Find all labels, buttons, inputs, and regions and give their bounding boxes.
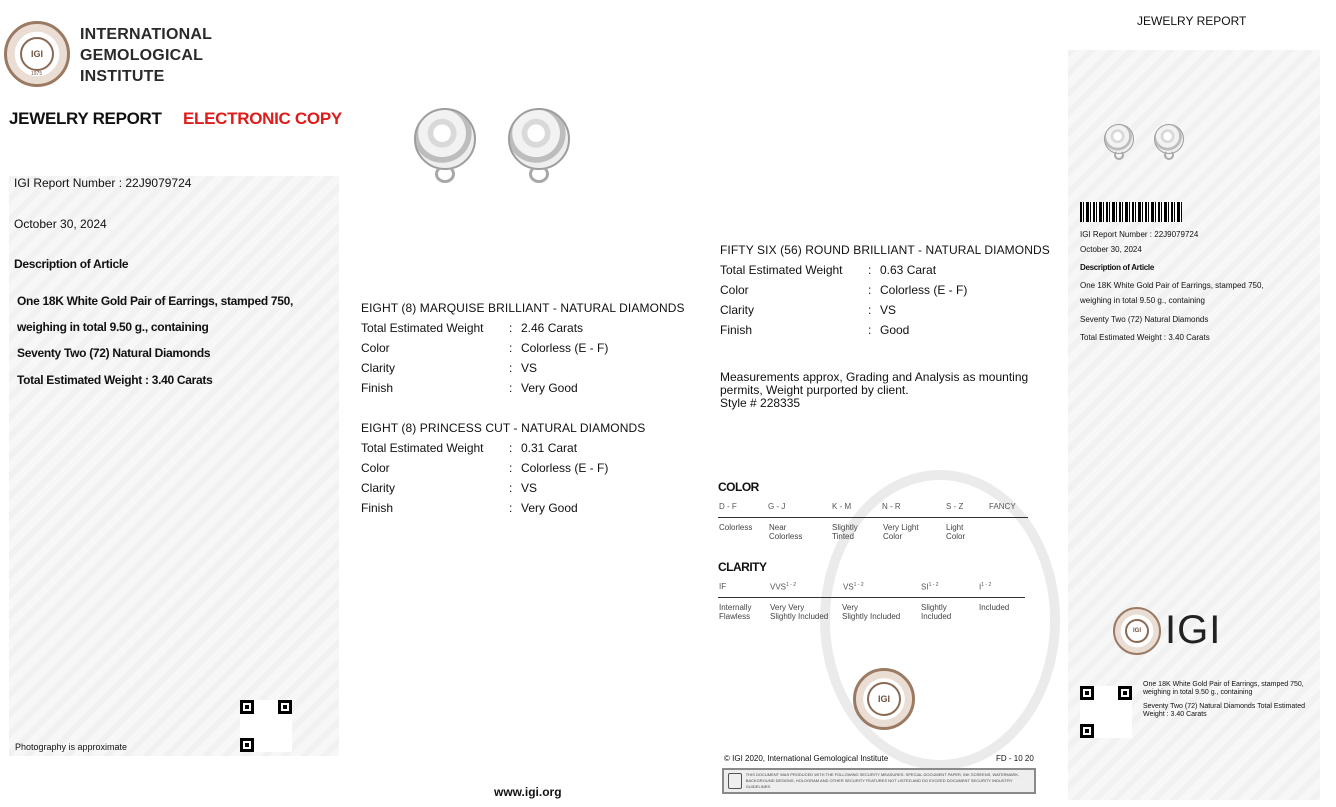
color-desc-line: Colorless	[769, 532, 803, 541]
clarity-desc-line: Very Very	[770, 603, 805, 612]
qr-finder	[1118, 686, 1132, 700]
row-value: VS	[880, 303, 897, 317]
earring-right-hook	[529, 165, 549, 183]
report-date: October 30, 2024	[14, 217, 107, 231]
right-description-line-4: Total Estimated Weight : 3.40 Carats	[1080, 333, 1210, 342]
barcode	[1080, 202, 1182, 222]
center-seal-inner	[867, 682, 901, 716]
comments-line-2: permits, Weight purported by client.	[720, 383, 909, 397]
color-desc-line: Near	[769, 523, 787, 532]
row-label: Color	[361, 461, 390, 475]
right-description-heading: Description of Article	[1080, 263, 1155, 272]
row-finish	[361, 378, 701, 398]
row-value: Colorless (E - F)	[521, 341, 609, 355]
row-value: 0.63 Carat	[880, 263, 937, 277]
clarity-code-sup: 1 - 2	[853, 582, 864, 588]
row-colon: :	[868, 263, 872, 277]
clarity-code	[770, 582, 796, 592]
right-summary-line-1: One 18K White Gold Pair of Earrings, stamped 750,	[1143, 681, 1304, 688]
color-desc	[883, 523, 919, 541]
security-text-line-2: BACKGROUND DESIGNS, HOLOGRAM AND OTHER SECURITY FEATURES NOT LISTED AND DO EXCEED DOCUMENT SECURITY INDUSTRY GUIDELINES.	[745, 778, 1013, 789]
color-desc-line: Colorless	[719, 523, 753, 532]
row-value: Colorless (E - F)	[880, 283, 968, 297]
section-marquise	[361, 301, 701, 398]
color-desc-line: Color	[946, 532, 966, 541]
row-value: VS	[521, 361, 538, 375]
right-seal-inner	[1125, 619, 1149, 643]
clarity-desc	[770, 603, 828, 621]
color-code: D - F	[719, 502, 737, 511]
right-qr-pattern	[1080, 686, 1132, 738]
qr-finder	[240, 738, 254, 752]
clarity-desc-line: Slightly Included	[770, 612, 829, 621]
clarity-desc	[719, 603, 751, 621]
clarity-code-text: VS	[843, 582, 854, 592]
clarity-code	[921, 582, 939, 592]
qr-finder	[1080, 724, 1094, 738]
comments	[720, 371, 1028, 410]
clarity-desc	[842, 603, 900, 621]
row-label: Total Estimated Weight	[720, 263, 843, 277]
right-report-title: JEWELRY REPORT	[1137, 14, 1247, 28]
row-clarity	[361, 478, 701, 498]
row-label: Finish	[361, 381, 394, 395]
row-colon: :	[509, 341, 513, 355]
right-summary	[1143, 681, 1313, 719]
color-scale	[718, 480, 1028, 545]
row-value: Colorless (E - F)	[521, 461, 609, 475]
row-label: Clarity	[361, 361, 396, 375]
row-clarity	[720, 300, 1060, 320]
row-colon: :	[868, 323, 872, 337]
right-earring-left-hook	[1114, 150, 1124, 160]
lock-icon	[728, 773, 742, 789]
section-marquise-title: EIGHT (8) MARQUISE BRILLIANT - NATURAL DIAMONDS	[361, 301, 685, 315]
electronic-copy-label: ELECTRONIC COPY	[183, 109, 342, 128]
seal-text: IGI	[30, 49, 43, 59]
qr-finder	[1080, 686, 1094, 700]
comments-line-1: Measurements approx, Grading and Analysis as mounting	[720, 370, 1029, 384]
website-link[interactable]: www.igi.org	[494, 785, 562, 799]
row-weight	[361, 438, 701, 458]
description-line-4: Total Estimated Weight : 3.40 Carats	[17, 373, 213, 387]
right-igi-seal	[1113, 607, 1161, 655]
row-weight	[720, 260, 1060, 280]
row-label: Clarity	[720, 303, 755, 317]
row-label: Color	[361, 341, 390, 355]
center-igi-seal	[853, 668, 915, 730]
row-value: Very Good	[521, 501, 578, 515]
clarity-scale-rule	[718, 597, 1025, 598]
row-colon: :	[509, 481, 513, 495]
color-desc-line: Light	[946, 523, 964, 532]
right-report-number: IGI Report Number : 22J9079724	[1080, 230, 1199, 239]
color-desc-line: Very Light	[883, 523, 919, 532]
color-desc	[946, 523, 965, 541]
color-desc-line: Color	[883, 532, 903, 541]
color-desc-line: Slightly	[832, 523, 858, 532]
right-qr-code	[1080, 686, 1132, 738]
clarity-desc-line: Included	[979, 603, 1010, 612]
clarity-code-text: SI	[921, 582, 929, 592]
row-value: Very Good	[521, 381, 578, 395]
row-label: Total Estimated Weight	[361, 321, 484, 335]
color-scale-title: COLOR	[718, 480, 759, 494]
row-label: Total Estimated Weight	[361, 441, 484, 455]
row-colon: :	[509, 361, 513, 375]
right-description-line-3: Seventy Two (72) Natural Diamonds	[1080, 315, 1209, 324]
color-desc	[832, 523, 858, 541]
clarity-desc-line: Very	[842, 603, 859, 612]
description-line-1: One 18K White Gold Pair of Earrings, stamped 750,	[17, 294, 294, 308]
color-code: FANCY	[989, 502, 1016, 511]
row-colon: :	[509, 381, 513, 395]
row-colon: :	[509, 461, 513, 475]
description-line-3: Seventy Two (72) Natural Diamonds	[17, 346, 211, 360]
clarity-desc	[979, 603, 1009, 612]
igi-seal-logo	[4, 21, 70, 87]
clarity-code-sup: 1 - 2	[928, 582, 939, 588]
right-earrings-photo	[1100, 124, 1190, 168]
clarity-desc-line: Internally	[719, 603, 752, 612]
row-value: Good	[880, 323, 910, 337]
earrings-photo	[410, 105, 570, 185]
earring-right	[508, 108, 570, 170]
section-princess-title: EIGHT (8) PRINCESS CUT - NATURAL DIAMONDS	[361, 421, 646, 435]
clarity-code-sup: 1 - 2	[786, 582, 797, 588]
clarity-code-text: IF	[719, 582, 727, 591]
seal-year: 1975	[31, 71, 43, 77]
color-code: G - J	[768, 502, 786, 511]
photography-note: Photography is approximate	[15, 742, 128, 752]
right-report-date: October 30, 2024	[1080, 245, 1142, 254]
institute-name-line-3: INSTITUTE	[80, 68, 165, 85]
clarity-desc-line: Slightly Included	[842, 612, 901, 621]
row-colon: :	[868, 303, 872, 317]
right-earring-right-hook	[1164, 150, 1174, 160]
form-code: FD - 10 20	[996, 754, 1034, 763]
row-colon: :	[509, 441, 513, 455]
section-princess	[361, 421, 701, 518]
earring-left	[414, 108, 476, 170]
right-summary-line-4: Weight : 3.40 Carats	[1143, 711, 1207, 718]
seal-inner	[20, 37, 54, 71]
report-title: JEWELRY REPORT	[9, 109, 162, 128]
row-value: 2.46 Carats	[521, 321, 584, 335]
color-desc-line: Tinted	[832, 532, 854, 541]
row-label: Clarity	[361, 481, 396, 495]
right-seal-text: IGI	[1132, 628, 1141, 634]
row-finish	[720, 320, 1060, 340]
row-colon: :	[868, 283, 872, 297]
color-code: S - Z	[946, 502, 964, 511]
color-desc	[769, 523, 802, 541]
row-value: 0.31 Carat	[521, 441, 578, 455]
row-color	[720, 280, 1060, 300]
row-color	[361, 338, 701, 358]
clarity-code-sup: 1 - 2	[981, 582, 992, 588]
row-color	[361, 458, 701, 478]
description-line-2: weighing in total 9.50 g., containing	[17, 320, 209, 334]
style-number: Style # 228335	[720, 396, 801, 410]
clarity-code	[719, 582, 726, 591]
qr-finder	[278, 700, 292, 714]
qr-pattern	[240, 700, 292, 752]
row-label: Finish	[720, 323, 753, 337]
security-strip	[722, 768, 1036, 794]
clarity-code	[979, 582, 991, 592]
clarity-scale	[718, 560, 1028, 625]
clarity-code	[843, 582, 864, 592]
right-description-line-1: One 18K White Gold Pair of Earrings, stamped 750,	[1080, 281, 1264, 290]
row-value: VS	[521, 481, 538, 495]
row-colon: :	[509, 321, 513, 335]
color-code: K - M	[832, 502, 852, 511]
row-clarity	[361, 358, 701, 378]
security-text-line-1: THIS DOCUMENT WAS PRODUCED WITH THE FOLLOWING SECURITY MEASURES: SPECIAL DOCUMENT PAPER, INK SCREENS, WATERMARK,	[745, 772, 1020, 777]
right-summary-line-2: weighing in total 9.50 g., containing	[1143, 689, 1253, 696]
clarity-scale-title: CLARITY	[718, 560, 767, 574]
color-scale-rule	[718, 517, 1028, 518]
row-label: Finish	[361, 501, 394, 515]
row-colon: :	[509, 501, 513, 515]
color-desc	[719, 523, 752, 532]
institute-name-line-1: INTERNATIONAL	[80, 26, 213, 43]
clarity-desc-line: Slightly	[921, 603, 947, 612]
clarity-desc-line: Included	[921, 612, 952, 621]
copyright: © IGI 2020, International Gemological Institute	[724, 754, 889, 763]
section-round	[720, 243, 1060, 340]
row-weight	[361, 318, 701, 338]
earring-left-hook	[435, 165, 455, 183]
clarity-code-text: VVS	[770, 582, 787, 592]
clarity-code-text: I	[979, 582, 982, 592]
row-finish	[361, 498, 701, 518]
right-summary-line-3: Seventy Two (72) Natural Diamonds Total Estimated	[1143, 703, 1305, 710]
color-code: N - R	[882, 502, 901, 511]
description-heading: Description of Article	[14, 257, 129, 271]
right-igi-brand: IGI	[1165, 608, 1222, 652]
institute-name-line-2: GEMOLOGICAL	[80, 47, 204, 64]
clarity-desc-line: Flawless	[719, 612, 751, 621]
center-seal-text: IGI	[877, 694, 890, 704]
right-description-line-2: weighing in total 9.50 g., containing	[1080, 296, 1205, 305]
row-label: Color	[720, 283, 749, 297]
qr-finder	[240, 700, 254, 714]
institute-name	[80, 24, 212, 87]
section-round-title: FIFTY SIX (56) ROUND BRILLIANT - NATURAL DIAMONDS	[720, 243, 1050, 257]
left-qr-code	[240, 700, 292, 752]
clarity-desc	[921, 603, 951, 621]
report-number: IGI Report Number : 22J9079724	[14, 176, 192, 190]
